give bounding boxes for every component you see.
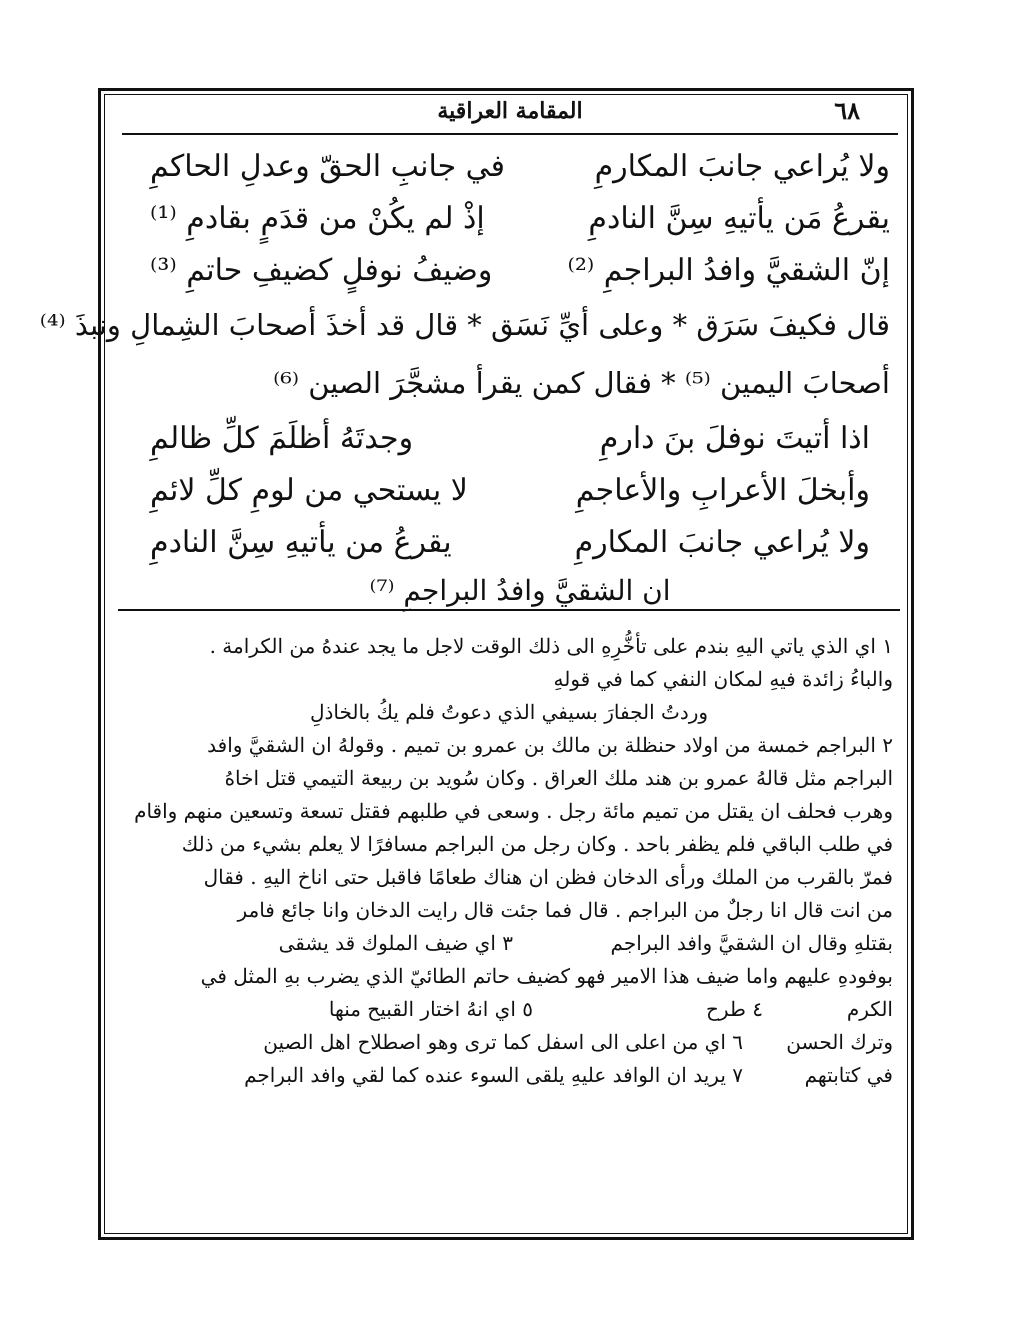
verse-line [150,192,890,244]
footnote-line: ٢ البراجم خمسة من اولاد حنظلة بن مالك بن عمرو بن تميم . وقولهُ ان الشقيَّ وافد [207,733,893,757]
page-header [120,96,900,132]
prose-line: أصحابَ اليمين ⁽⁵⁾ * فقال كمن يقرأ مشجَّرَ الصين ⁽⁶⁾ [273,366,890,400]
header-rule [122,133,898,135]
running-title: المقامة العراقية [437,98,583,124]
page-number: ٦٨ [834,96,860,125]
verse-line [150,464,890,516]
footnote-segment: ٥ اي انهُ اختار القبيح منها [328,997,533,1021]
footnote-line [125,1059,893,1092]
verse-hemistich-left: في جانبِ الحقّ وعدلِ الحاكمِ [150,148,506,184]
verse-line [150,516,890,568]
footnote-line [125,1026,893,1059]
verse-hemistich-right: ولا يُراعي جانبَ المكارمِ [594,148,890,184]
footnote-line: في طلب الباقي فلم يظفر باحد . وكان رجل من البراجم مسافرًا لا يعلم بشيء من ذلك [181,832,893,856]
footnote-segment: الكرم [846,997,893,1021]
footnote-line [125,927,893,960]
footnote-segment: وترك الحسن [786,1030,893,1054]
verse-hemistich-left: لا يستحي من لومِ كلِّ لائمِ [150,472,468,508]
footnote-segment: ٣ اي ضيف الملوك قد يشقى [278,931,513,955]
verse-hemistich-left: يقرعُ من يأتيهِ سِنَّ النادمِ [150,524,452,560]
footnote-verse: وردتُ الجفارَ بسيفي الذي دعوتُ فلم يكُ بالخاذلِ [309,700,709,724]
footnote-line [125,993,893,1026]
verse-hemistich-left: وجدتَهُ أظلَمَ كلِّ ظالمِ [150,420,414,456]
footnote-segment: ٦ اي من اعلى الى اسفل كما ترى وهو اصطلاح اهل الصين [263,1030,743,1054]
verse-line [150,244,890,296]
footnote-segment: في كتابتهم [804,1063,893,1087]
verse-line [150,412,890,464]
footnote-line: ١ اي الذي ياتي اليهِ بندم على تأخُّرِهِ الى ذلك الوقت لاجل ما يجد عندهُ من الكرامة . [209,634,893,658]
verse-hemistich-right: وأبخلَ الأعرابِ والأعاجمِ [575,472,870,508]
final-hemistich: ان الشقيَّ وافدُ البراجمِ ⁽⁷⁾ [369,574,671,607]
footnote-line: من انت قال انا رجلٌ من البراجم . قال فما جئت قال رايت الدخان وانا جائع فامر [237,898,893,922]
footnote-line: بوفودهِ عليهم واما ضيف هذا الامير فهو كضيف حاتم الطائيّ الذي يضرب بهِ المثل في [200,964,893,988]
verse-hemistich-right: اذا أتيتَ نوفلَ بنَ دارمِ [599,420,870,456]
footnote-line: وهرب فحلف ان يقتل من تميم مائة رجل . وسعى في طلبهم فقتل تسعة وتسعين منهم واقام [134,799,893,823]
footnote-line: فمرّ بالقرب من الملك ورأى الدخان فظن ان هناك طعامًا فاقبل حتى اناخ اليهِ . فقال [203,865,893,889]
main-text [39,140,890,614]
footnote-segment: بقتلهِ وقال ان الشقيَّ وافد البراجم [610,931,893,955]
footnote-divider [118,609,900,611]
footnote-segment: ٤ طرح [706,997,763,1021]
verse-hemistich-left: إذْ لم يكُنْ من قدَمٍ بقادمِ ⁽¹⁾ [150,200,485,236]
verse-hemistich-right: يقرعُ مَن يأتيهِ سِنَّ النادمِ [588,200,890,236]
verse-hemistich-left: وضيفُ نوفلٍ كضيفِ حاتمِ ⁽³⁾ [150,252,493,288]
verse-hemistich-right: ولا يُراعي جانبَ المكارمِ [574,524,870,560]
verse-hemistich-right: إنّ الشقيَّ وافدُ البراجمِ ⁽²⁾ [567,252,890,288]
verse-line [150,140,890,192]
prose-line: قال فكيفَ سَرَق * وعلى أيِّ نَسَق * قال قد أخذَ أصحابَ الشِمالِ ونبذَ ⁽⁴⁾ [39,308,890,342]
footnote-line: والباءُ زائدة فيهِ لمكان النفي كما في قولهِ [553,667,893,691]
footnote-segment: ٧ يريد ان الوافد عليهِ يلقى السوء عنده كما لقي وافد البراجم [244,1063,743,1087]
footnote-line: البراجم مثل قالهُ عمرو بن هند ملك العراق . وكان سُويد بن ربيعة التيمي قتل اخاهُ [224,766,893,790]
footnotes [125,630,893,1092]
